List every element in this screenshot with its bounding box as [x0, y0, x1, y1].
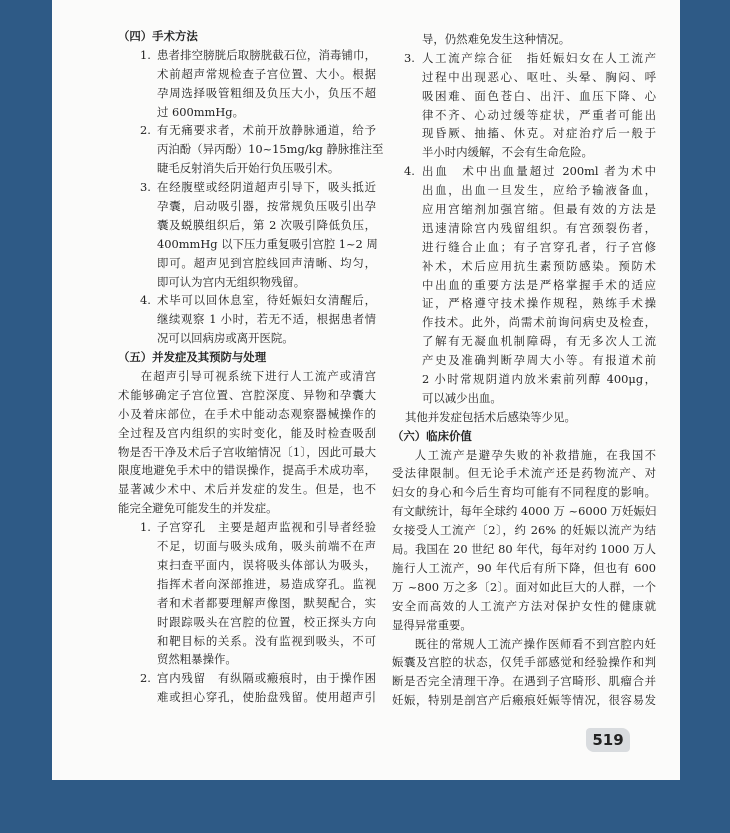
text-line: 女接受人工流产〔2〕，约 26% 的妊娠以流产为结: [392, 523, 656, 538]
list-item-number: 4.: [404, 164, 415, 179]
list-item: [140, 518, 376, 669]
text-line: 有文献统计，每年全球约 4000 万 ~6000 万妊娠妇: [392, 504, 657, 519]
text-line: 即可认为宫内无组织物残留。: [157, 274, 306, 289]
text-line: 丙泊酚（异丙酚）10~15mg/kg 静脉推注至: [157, 142, 384, 157]
text-line: 出血，出血一旦发生，应给予输液备血，: [422, 183, 656, 198]
text-line: 吸困难、面色苍白、出汗、血压下降、心: [422, 88, 656, 103]
text-line: 半小时内缓解，不会有生命危险。: [422, 145, 593, 160]
text-line: 贸然粗暴操作。: [157, 652, 237, 667]
text-line: 子宫穿孔 主要是超声监视和引导者经验: [157, 520, 376, 535]
text-line: 局。我国在 20 世纪 80 年代，每年对约 1000 万人: [392, 542, 656, 557]
text-line: 物是否干净及术后子宫收缩情况〔1〕，因此可最大: [118, 444, 376, 459]
text-line: 囊及蜕膜组织后，第 2 次吸引降低负压，: [157, 217, 376, 232]
list-item-number: 4.: [140, 293, 151, 308]
text-line: 进行缝合止血；有子宫穿孔者，行子宫修: [422, 239, 656, 254]
text-line: 全过程及宫内组织的实时变化，能及时检查吸刮: [118, 425, 376, 440]
text-line: 既往的常规人工流产操作医师看不到宫腔内妊: [414, 636, 656, 651]
text-line: 400mmHg 以下压力重复吸引宫腔 1~2 周: [157, 236, 378, 251]
text-line: 指挥术者向深部推进，易造成穿孔。监视: [157, 576, 376, 591]
text-line: 妊娠，特别是剖宫产后瘢痕妊娠等情况，很容易发: [392, 693, 656, 708]
text-line: 显著减少术中、术后并发症的发生。但是，也不: [118, 482, 376, 497]
text-line: 在经腹壁或经阴道超声引导下，吸头抵近: [157, 180, 376, 195]
text-line: 人工流产综合征 指妊娠妇女在人工流产: [422, 50, 656, 65]
list-item: [392, 162, 656, 408]
list-item-number: 1.: [140, 520, 151, 535]
text-line: 孕囊，启动吸引器，按常规负压吸引出孕: [157, 199, 376, 214]
text-line: 导，仍然难免发生这种情况。: [422, 32, 571, 46]
text-line: 现昏厥、抽搐、休克。对症治疗后一般于: [422, 126, 656, 141]
text-line: 者和术者都要理解声像图，默契配合，实: [157, 595, 376, 610]
list-item-number: 2.: [140, 671, 151, 686]
section-heading: [118, 348, 376, 367]
text-line: 迅速清除宫内残留组织。有宫颈裂伤者，: [422, 220, 656, 235]
list-item: [140, 291, 376, 348]
list-item-number: 1.: [140, 47, 151, 62]
text-line: 时跟踪吸头在宫腔的位置，校正探头方向: [157, 614, 376, 629]
text-line: 显得异常重要。: [392, 617, 472, 632]
text-line: 娠囊及宫腔的状态，仅凭手部感觉和经验操作和判: [392, 655, 656, 670]
text-line: 难或担心穿孔，使胎盘残留。使用超声引: [157, 690, 376, 705]
text-line: 律不齐、心动过缓等症状，严重者可能出: [422, 107, 656, 122]
list-item: [140, 178, 376, 291]
paragraph: [392, 408, 656, 427]
text-line: 不足，切面与吸头成角，吸头前端不在声: [157, 539, 376, 554]
text-line: 睫毛反射消失后开始行负压吸引术。: [157, 161, 340, 176]
text-line: 作技术。此外，尚需术前询问病史及检查，: [422, 315, 656, 330]
text-line: 受法律限制。但无论手术流产还是药物流产、对: [392, 466, 656, 481]
text-line: 患者排空膀胱后取膀胱截石位，消毒铺巾，: [157, 47, 376, 62]
text-line: 过 600mmHg。: [157, 104, 244, 119]
paragraph: [392, 635, 656, 711]
text-line: 过程中出现恶心、呕吐、头晕、胸闷、呼: [422, 69, 656, 84]
text-line: 有无痛要求者，术前开放静脉通道，给予: [157, 123, 376, 138]
section-heading: [392, 427, 656, 446]
text-line: 术前超声常规检查子宫位置、大小。根据: [157, 66, 376, 81]
text-line: 限度地避免手术中的错误操作，提高手术成功率，: [118, 463, 376, 478]
text-line: 2 小时常规阴道内放米索前列醇 400μg，: [422, 372, 656, 387]
text-line: 应用宫缩剂加强宫缩。但最有效的方法是: [422, 202, 656, 217]
text-line: 人工流产是避孕失败的补救措施，在我国不: [414, 447, 656, 462]
text-line: 断是否完全清理干净。在遇到子宫畸形、肌瘤合并: [392, 674, 656, 689]
list-item: [140, 46, 376, 122]
text-line: 中出血的重要方法是严格掌握手术的适应: [422, 277, 656, 292]
text-line: 安全而高效的人工流产方法对保护女性的健康就: [392, 598, 656, 613]
section-heading: [118, 27, 376, 46]
list-item-number: 3.: [404, 50, 415, 65]
text-line: 继续观察 1 小时，若无不适，根据患者情: [157, 312, 376, 327]
text-line: 术毕可以回休息室，待妊娠妇女清醒后，: [157, 293, 376, 308]
text-line: 了解有无凝血机制障碍，有无多次人工流: [422, 334, 656, 349]
list-item-number: 2.: [140, 123, 151, 138]
text-line: （五）并发症及其预防与处理: [118, 350, 267, 365]
text-line: 产史及准确判断孕周大小等。有报道术前: [422, 353, 656, 368]
text-line: 孕周选择吸管粗细及负压大小，负压不超: [157, 85, 376, 100]
list-item: [140, 669, 376, 707]
text-line: 施行人工流产，90 年代后有所下降，但也有 600: [392, 560, 656, 575]
text-line: 在超声引导可视系统下进行人工流产或清宫: [140, 369, 376, 384]
list-item: [392, 30, 656, 49]
text-line: 万 ~800 万之多〔2〕。面对如此巨大的人群，一个: [392, 579, 656, 594]
text-line: 即可。超声见到宫腔线回声清晰、均匀，: [157, 255, 376, 270]
paragraph: [118, 367, 376, 518]
text-line: 证，严格遵守技术操作规程，熟练手术操: [422, 296, 656, 311]
text-line: 其他并发症包括术后感染等少见。: [405, 409, 576, 424]
list-item-number: 3.: [140, 180, 151, 195]
left-column: [118, 27, 384, 707]
paragraph: [392, 446, 656, 635]
text-line: 补术，术后应用抗生素预防感染。预防术: [422, 258, 656, 273]
text-line: 小及着床部位，在手术中能动态观察器械操作的: [118, 406, 376, 421]
right-column: [392, 30, 656, 710]
text-line: 出血 术中出血量超过 200ml 者为术中: [422, 164, 656, 179]
text-line: 能完全避免可能发生的并发症。: [118, 501, 278, 516]
text-line: 和靶目标的关系。没有监视到吸头，不可: [157, 633, 376, 648]
text-line: 束扫查平面内，误将吸头体部认为吸头，: [157, 557, 376, 572]
text-line: 可以减少出血。: [422, 390, 502, 405]
text-line: （六）临床价值: [392, 428, 472, 443]
text-line: （四）手术方法: [118, 29, 198, 43]
text-line: 术能够确定子宫位置、宫腔深度、异物和孕囊大: [118, 387, 376, 402]
list-item: [140, 121, 384, 178]
page-number: 519: [586, 728, 630, 752]
list-item: [392, 49, 656, 162]
text-line: 况可以回病房或离开医院。: [157, 331, 294, 346]
text-line: 妇女的身心和今后生育均可能有不同程度的影响。: [392, 485, 656, 500]
text-line: 宫内残留 有纵隔或瘢痕时，由于操作困: [157, 671, 376, 686]
